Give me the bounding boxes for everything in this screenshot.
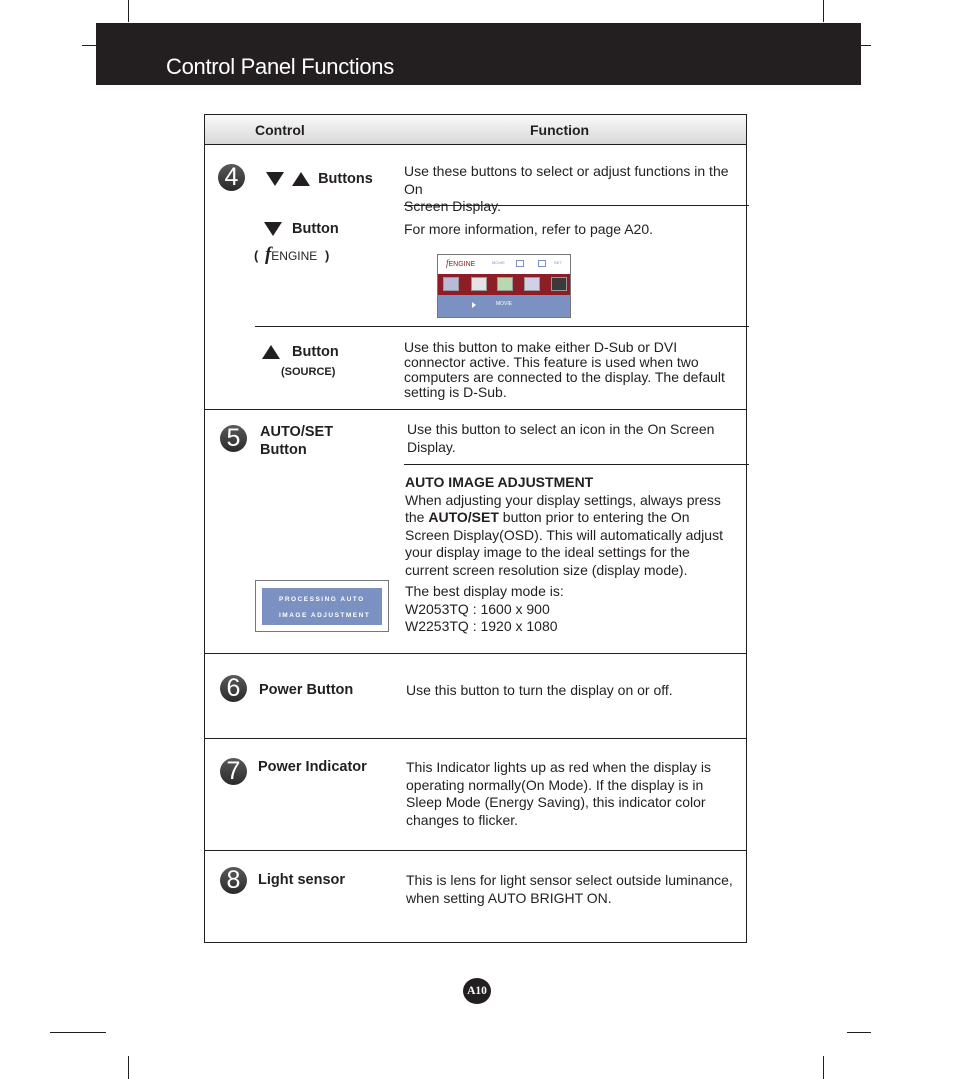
best-display-mode (405, 583, 745, 636)
description-line: When adjusting your display settings, always press (405, 491, 721, 508)
label-line: AUTO/SET (260, 424, 334, 440)
osd-top-item: MOVIE (492, 260, 505, 265)
f-engine-icon: f (446, 258, 449, 268)
description-line (405, 509, 745, 527)
page-title: Control Panel Functions (166, 54, 394, 79)
osd-message-line: PROCESSING AUTO (279, 596, 365, 603)
row-divider (255, 326, 749, 327)
buttons-description (404, 163, 744, 216)
row-number-4: 4 (218, 164, 245, 191)
up-arrow-icon (262, 345, 280, 359)
osd-up-icon (538, 260, 546, 267)
landscape-icon[interactable] (497, 277, 513, 291)
button-text: Button (292, 221, 339, 237)
fengine-logo-label (254, 246, 329, 265)
power-indicator-description (406, 759, 746, 829)
table-header (205, 115, 746, 145)
source-button-label (262, 343, 339, 361)
description-line: Sleep Mode (Energy Saving), this indicator color (406, 794, 706, 810)
bold-span: AUTO/SET (428, 509, 499, 525)
light-sensor-description (406, 872, 746, 907)
osd-icon-bar (438, 274, 570, 295)
fengine-osd-screenshot (437, 254, 571, 318)
description-line: operating normally(On Mode). If the display is in (406, 776, 704, 793)
crop-mark (82, 45, 96, 46)
description-line: Use this button to select an icon in the On Screen (407, 421, 715, 437)
engine-text: ENGINE (271, 249, 318, 263)
updown-buttons-label (266, 170, 373, 188)
description-line: Screen Display(OSD). This will automatically adjust (405, 526, 723, 543)
auto-image-adjustment-section (405, 474, 745, 579)
description-line: Display. (407, 438, 456, 455)
row-number-7: 7 (220, 758, 247, 785)
text-span: the (405, 509, 429, 525)
processing-auto-osd (255, 580, 389, 632)
film-icon[interactable] (551, 277, 567, 291)
section-title: AUTO IMAGE ADJUSTMENT (405, 474, 594, 490)
osd-bottom-label: MOVIE (496, 301, 513, 307)
close-icon[interactable] (524, 277, 540, 291)
osd-top-bar (438, 255, 570, 275)
description-line: connector active. This feature is used when two (404, 354, 699, 370)
description-line: Use this button to make either D-Sub or DVI (404, 339, 678, 355)
description-line: The best display mode is: (405, 583, 564, 599)
fengine-description: For more information, refer to page A20. (404, 221, 654, 237)
crop-mark (823, 0, 824, 22)
description-line: Screen Display. (404, 198, 502, 214)
page-number: A10 (463, 978, 491, 1004)
description-line: setting is D-Sub. (404, 384, 507, 400)
crop-mark (50, 1032, 106, 1033)
osd-message-line: IMAGE ADJUSTMENT (279, 612, 371, 619)
row-divider (204, 653, 747, 654)
picture-icon[interactable] (443, 277, 459, 291)
buttons-text: Buttons (318, 171, 373, 187)
osd-arrow-icon (472, 302, 476, 308)
text-span: button prior to entering the On (498, 509, 690, 525)
label-line: Button (260, 442, 307, 458)
power-button-label: Power Button (259, 682, 354, 698)
column-header-control: Control (255, 122, 305, 138)
light-sensor-label: Light sensor (258, 872, 346, 888)
down-arrow-icon (266, 172, 284, 186)
osd-brand-text: ENGINE (448, 261, 476, 268)
row-divider (404, 464, 749, 465)
fengine-button-label (264, 220, 339, 238)
description-line: computers are connected to the display. The default (404, 369, 725, 385)
osd-bottom-panel (438, 295, 570, 317)
description-line: W2253TQ : 1920 x 1080 (405, 618, 558, 634)
crop-mark (128, 0, 129, 22)
description-line: changes to flicker. (406, 811, 519, 828)
description-line: when setting AUTO BRIGHT ON. (406, 889, 612, 906)
row-divider (204, 850, 747, 851)
description-line: current screen resolution size (display mode). (405, 561, 688, 578)
power-indicator-label: Power Indicator (258, 759, 367, 775)
row-divider (204, 409, 747, 410)
crop-mark (861, 45, 871, 46)
crop-mark (847, 1032, 871, 1033)
up-arrow-icon (292, 172, 310, 186)
paren-open: ( (254, 248, 259, 263)
description-line: This Indicator lights up as red when the display is (406, 759, 712, 775)
paren-close: ) (324, 248, 330, 263)
button-text: Button (292, 344, 339, 360)
osd-top-item: SET (554, 260, 562, 265)
osd-down-icon (516, 260, 524, 267)
osd-brand (446, 258, 475, 268)
column-header-function: Function (530, 122, 590, 138)
description-line: This is lens for light sensor select outside luminance, (406, 872, 733, 888)
auto-set-label (260, 423, 333, 459)
crop-mark (823, 1056, 824, 1079)
osd-message-panel (262, 588, 382, 625)
auto-set-description (407, 421, 737, 456)
description-line: Use these buttons to select or adjust functions in the On (404, 163, 729, 197)
f-engine-icon: f (264, 244, 272, 265)
row-number-5: 5 (220, 425, 247, 452)
description-line: W2053TQ : 1600 x 900 (405, 600, 550, 617)
down-arrow-icon (264, 222, 282, 236)
header-bar (96, 23, 861, 85)
crop-mark (128, 1056, 129, 1079)
row-divider (204, 738, 747, 739)
row-number-8: 8 (220, 867, 247, 894)
power-button-description: Use this button to turn the display on or off. (406, 682, 673, 698)
description-line: your display image to the ideal settings for the (405, 544, 690, 560)
globe-icon[interactable] (471, 277, 487, 291)
row-number-6: 6 (220, 675, 247, 702)
source-sublabel: (SOURCE) (281, 366, 336, 378)
source-description (404, 340, 744, 400)
